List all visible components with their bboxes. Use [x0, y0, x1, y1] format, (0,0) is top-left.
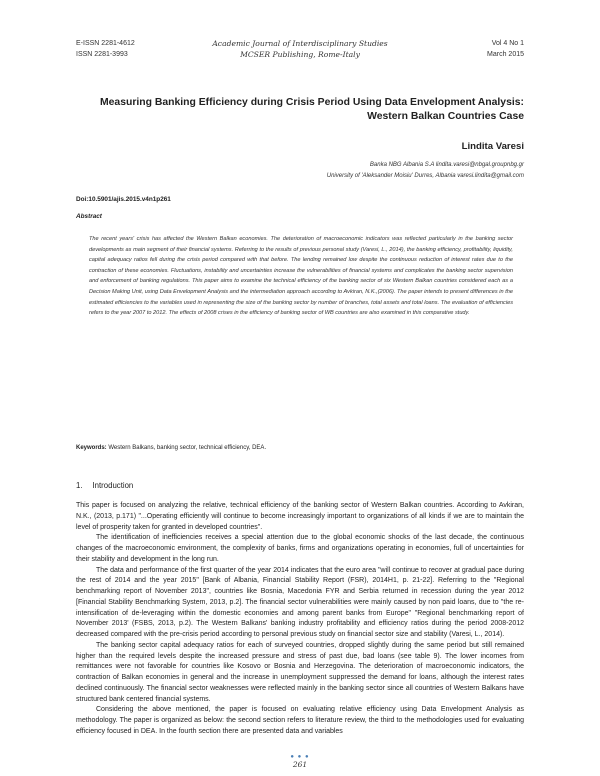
paragraph: This paper is focused on analyzing the relative, technical efficiency of the banking sector of Western Balkan countries. According to Avkiran, N.K., (2013, p.171) "...Operating efficiently will continue to become increasingly important to organizations of all kinds if we are to maintain the level of prosperity taken for granted in developed countries".: [76, 502, 524, 531]
header-issn: ISSN 2281-3993: [76, 51, 128, 58]
abstract-text: The recent years' crisis has affected the Western Balkan economies. The deterioration of macroeconomic indicators was reflected particularly in the banking sector developments as main segment of their financial systems. Referring to the results of previous personal study (Varesi, L., 2014), the banking efficiency, profitability, liquidity, capital adequacy ratios fell during the crisis period compared with that before. The lending remained low despite the continuous reduction of interest rates due to the contraction of these economies. Fluctuations, instability and uncertainties increase the vulnerabilities of financial systems and complicates the banking sector supervision and enforcement of banking regulations. This paper aims to examine the technical efficiency of the banking sector of six Western Balkan countries considered each as a Decision Making Unit, using Data Envelopment Analysis and the intermediation approach according to Avkiran, N.K.,(2006). The paper intends to present differences in the estimated efficiencies to the variables used in representing the size of the banking sector by number of branches, total assets and total loans. The evaluation of efficiencies refers to the year 2007 to 2012. The effects of 2008 crises in the efficiency of banking sector of WB countries are also examined in this comparative study.: [89, 236, 513, 317]
keywords-label: Keywords:: [76, 445, 107, 451]
doi: Doi:10.5901/ajis.2015.v4n1p261: [76, 196, 171, 203]
keywords: [76, 445, 266, 451]
header-volume: Vol 4 No 1: [491, 40, 524, 47]
paragraph: The data and performance of the first quarter of the year 2014 indicates that the euro area "will continue to recover at gradual pace during the rest of 2014 and the year 2015" [Bank of Albania, Financial Stability Report (FSR), 2014H1, p. 21-22]. Referring to the "Regional benchmarking report of November 2013", countries like Bosnia, Macedonia FYR and Serbia returned in recession during the year 2012 [Financial Stability Benchmarking System, 2013, p.2]. The financial sector vulnerabilities were mainly caused by non paid loans, due to "the re-intensification of de-leveraging within the domestic economies and among parent banks from Europe" "Regional benchmarking report of November 2013' (FSBS, 2013, p.2). The Western Balkans' banking industry profitability and efficiency ratios during the period 2008-2012 decreased compared with the pre-crisis period according to personal previous study on financial sector size and stability (Varesi, L., 2014).: [76, 566, 524, 638]
header-eissn: E-ISSN 2281-4612: [76, 40, 135, 47]
header-date: March 2015: [487, 51, 524, 58]
keywords-text: Western Balkans, banking sector, technical efficiency, DEA.: [108, 445, 267, 451]
paper-title: Measuring Banking Efficiency during Crisis Period Using Data Envelopment Analysis: Western Balkan Countries Case: [100, 97, 524, 122]
paragraph: The banking sector capital adequacy ratios for each of surveyed countries, dropped slightly during the same period but still remained higher than the required levels despite the increased pressure and stress of past due, bad loans (see table 9). The lower incomes from remittances were not favorable for countries like Kosovo or Bosnia and Herzegovina. The deterioration of macroeconomic indicators, the contraction of Balkan economies in general and the increase in unemployment suppressed the demand for loans, although the interest rates declined continuously. The financial sector weaknesses were reflected mainly in the banking sector since all countries of Western Balkans have structured bank centered financial systems.: [76, 641, 524, 703]
abstract-heading: Abstract: [76, 213, 102, 220]
affiliations: [327, 160, 524, 182]
header-volume-block: [487, 38, 524, 60]
footer-dots: ● ● ●: [290, 754, 310, 760]
section-number: 1.: [76, 481, 83, 490]
page-number: 261: [292, 760, 308, 769]
affiliation-1: Banka NBG Albania S.A lindita.varesi@nbgal.groupnbg.gr: [369, 162, 524, 168]
section-title: Introduction: [92, 481, 134, 490]
header-journal: Academic Journal of Interdisciplinary Studies: [212, 39, 388, 48]
body-text: [76, 501, 524, 738]
header-publisher: MCSER Publishing, Rome-Italy: [240, 50, 360, 59]
paragraph: The identification of inefficiencies receives a special attention due to the global economic shocks of the last decade, the continuous changes of the macroeconomic environment, the complexity of banks, firms and organizations operating in economies, full of uncertainties for their stability and development in the long run.: [76, 534, 524, 563]
author-name: Lindita Varesi: [461, 141, 524, 152]
paragraph: Considering the above mentioned, the paper is focused on evaluating relative efficiency using Data Envelopment Analysis as methodology. The paper is organized as below: the second section refers to literature review, the third to the methodologies used for evaluating efficiency focused in DEA. In the fourth section there are presented data and variables: [76, 706, 524, 735]
section-heading: [76, 481, 133, 490]
affiliation-2: University of 'Aleksander Moisiu' Durres, Albania varesi.lindita@gmail.com: [326, 173, 524, 179]
